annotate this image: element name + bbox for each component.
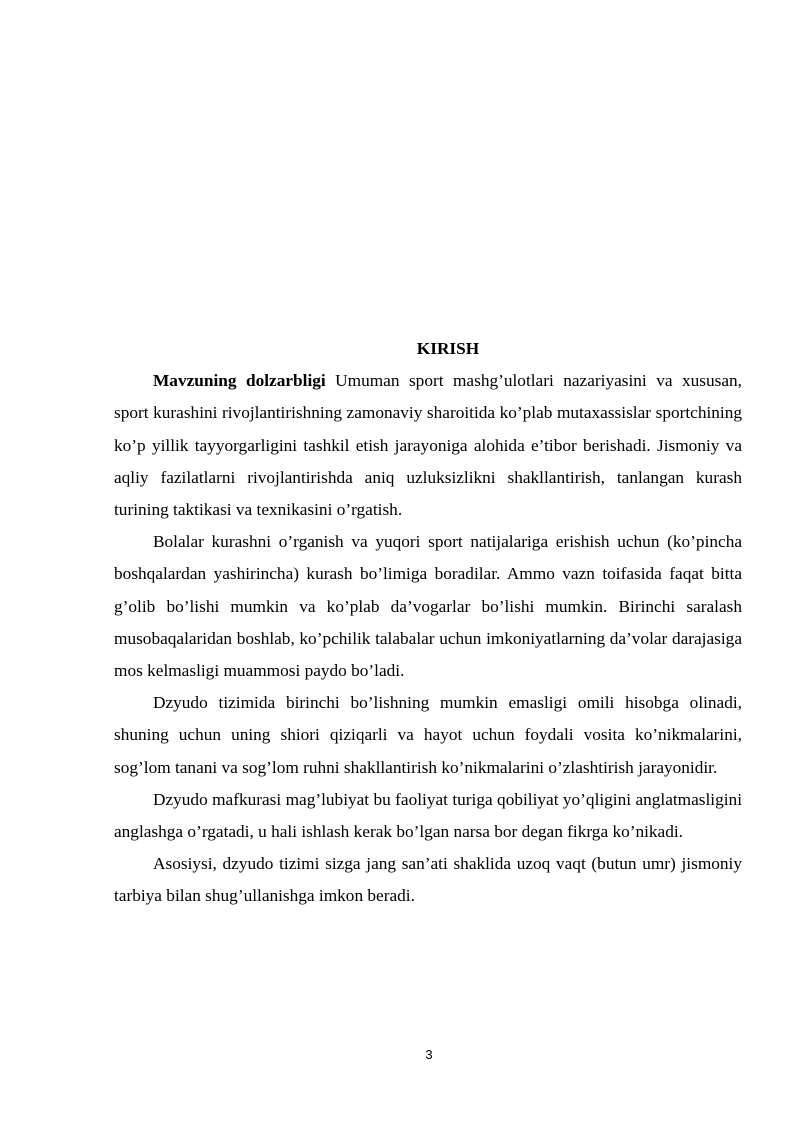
paragraph-2: Bolalar kurashni o’rganish va yuqori sport natijalariga erishish uchun (ko’pincha boshqalardan yashirincha) kurash bo’limiga boradilar. Ammo vazn toifasida faqat bitta g’olib bo’lishi mumkin va ko’plab da’vogarlar bo’lishi mumkin. Birinchi saralash musobaqalaridan boshlab, ko’pchilik talabalar uchun imkoniyatlarning da’volar darajasiga mos kelmasligi muammosi paydo bo’ladi. bbox=[114, 532, 742, 681]
section-heading: KIRISH bbox=[416, 339, 480, 358]
page-body bbox=[114, 333, 742, 913]
paragraph-5: Asosiysi, dzyudo tizimi sizga jang san’ati shaklida uzoq vaqt (butun umr) jismoniy tarbiya bilan shug’ullanishga imkon beradi. bbox=[114, 854, 742, 906]
paragraph-1 bbox=[114, 365, 742, 526]
paragraph-4: Dzyudo mafkurasi mag’lubiyat bu faoliyat turiga qobiliyat yo’qligini anglatmasligini anglashga o’rgatadi, u hali ishlash kerak bo’lgan narsa bor degan fikrga ko’nikadi. bbox=[114, 789, 742, 842]
page-number: 3 bbox=[425, 1047, 433, 1062]
paragraph-lead: Mavzuning dolzarbligi bbox=[153, 371, 326, 391]
paragraph-3: Dzyudo tizimida birinchi bo’lishning mumkin emasligi omili hisobga olinadi, shuning uchun uning shiori qiziqarli va hayot uchun foydali vosita ko’nikmalarini, sog’lom tanani va sog’lom ruhni shakllantirish ko’nikmalarini o’zlashtirish jarayonidir. bbox=[114, 693, 742, 777]
paragraph-text: Umuman sport mashg’ulotlari nazariyasini va xususan, sport kurashini rivojlantirishning zamonaviy sharoitida ko’plab mutaxassislar sportchining ko’p yillik tayyorgarligini tashkil etish jarayoniga alohida e’tibor berishadi. Jismoniy va aqliy fazilatlarni rivojlantirishda aniq uzluksizlikni shakllantirish, tanlangan kurash turining taktikasi va texnikasini o’rgatish. bbox=[114, 371, 742, 520]
